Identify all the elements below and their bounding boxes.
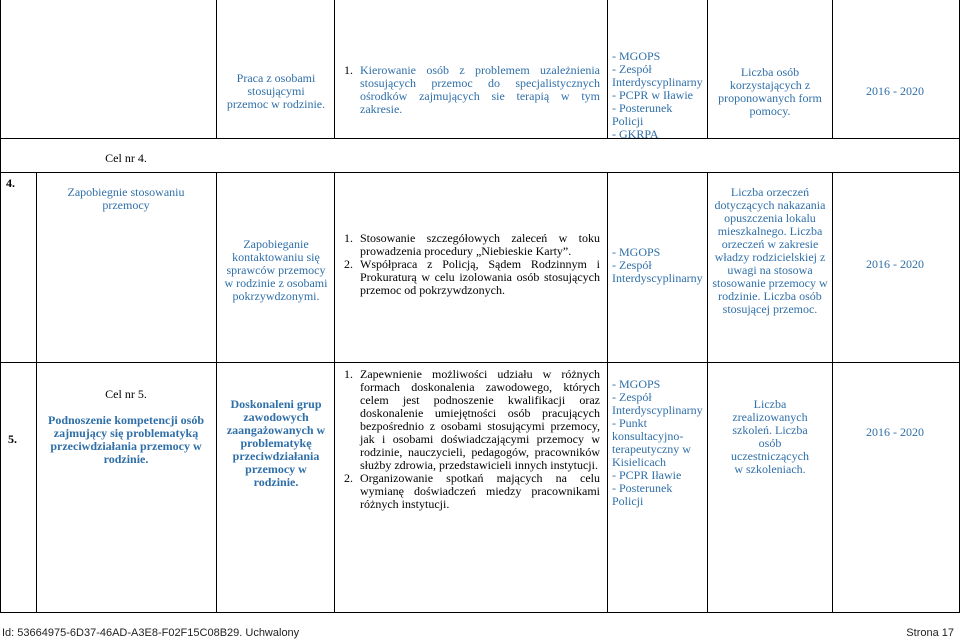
column-divider <box>832 172 833 613</box>
column-divider <box>334 0 335 139</box>
row5-realizers: - MGOPS - Zespół Interdyscyplinarny - Punkt konsultacyjno- terapeutyczny w Kisielicach - PCPR Iławie - Posterunek Policji <box>612 377 703 508</box>
row-divider <box>0 612 960 613</box>
goal-4-label: Cel nr 4. <box>105 151 147 165</box>
document-id: Id: 53664975-6D37-46AD-A3E8-F02F15C08B29. Uchwalony <box>2 627 300 639</box>
column-divider <box>707 172 708 613</box>
column-divider <box>607 0 608 139</box>
row3-action: Praca z osobami stosującymi przemoc w rodzinie. <box>226 71 326 111</box>
row4-indicators: Liczba orzeczeń dotyczących nakazania opuszczenia lokalu mieszkalnego. Liczba orzeczeń w zakresie władzy rodzicielskiej z uwagi na stosowa stosowanie przemocy w rodzinie. Liczba osób stosującej przemoc. <box>712 185 828 316</box>
row4-realizers: - MGOPS - Zespół Interdyscyplinarny <box>612 245 703 285</box>
row5-number: 5. <box>8 432 17 446</box>
row5-task-item: 1. Zapewnienie możliwości udziału w różnych formach doskonalenia zawodowego, których celem jest podnoszenie kwalifikacji oraz doskonalenie umiejętności osób pracujących bezpośrednio z osobami stosującymi przemocy, jak i osobami doświadczającymi przemocy w rodzinie, nauczycieli, pedagogów, pracowników służby zdrowia, przedstawicieli innych instytucji. <box>344 367 600 472</box>
row3-term: 2016 - 2020 <box>866 84 924 98</box>
row5-term: 2016 - 2020 <box>866 425 924 439</box>
row4-term: 2016 - 2020 <box>866 257 924 271</box>
row4-action: Zapobieganie kontaktowaniu się sprawców przemocy w rodzinie z osobami pokrzywdzonymi. <box>224 237 328 303</box>
row-divider <box>0 172 960 173</box>
row3-indicators: Liczba osób korzystających z proponowanych form pomocy. <box>718 65 822 118</box>
row5-goal: Podnoszenie kompetencji osób zajmujący się problematyką przeciwdziałania przemocy w rodzinie. <box>48 413 204 466</box>
page-number: Strona 17 <box>906 627 954 639</box>
row3-realizers: - MGOPS - Zespół Interdyscyplinarny - PCPR w Iławie - Posterunek Policji - GKRPA <box>612 49 703 141</box>
row5-indicators: Liczba zrealizowanych szkoleń. Liczba osób uczestniczących w szkoleniach. <box>731 397 809 476</box>
row4-task-item: 2. Współpraca z Policją, Sądem Rodzinnym i Prokuraturą w celu izolowania osób stosujących przemoc od pokrzywdzonych. <box>344 257 600 297</box>
row-divider <box>0 362 960 363</box>
column-divider <box>832 0 833 139</box>
row4-tasks <box>344 232 600 297</box>
column-divider <box>0 0 1 613</box>
row5-task-item: 2. Organizowanie spotkań mających na celu wymianę doświadczeń miedzy pracownikami różnych instytucji. <box>344 471 600 511</box>
column-divider <box>216 172 217 613</box>
row4-number: 4. <box>6 176 15 190</box>
row3-tasks <box>344 64 600 116</box>
column-divider <box>334 172 335 613</box>
row3-task-item: 1. Kierowanie osób z problemem uzależnienia stosujących przemoc do specjalistycznych ośrodków zajmujących sie terapią w tym zakresie. <box>344 63 600 116</box>
row-divider <box>0 138 960 139</box>
goal-5-label: Cel nr 5. <box>105 387 147 401</box>
column-divider <box>216 0 217 139</box>
row5-tasks <box>344 368 600 511</box>
column-divider <box>607 172 608 613</box>
row5-action: Doskonaleni grup zawodowych zaangażowanych w problematykę przeciwdziałania przemocy w rodzinie. <box>226 397 326 489</box>
row4-task-item: 1. Stosowanie szczegółowych zaleceń w toku prowadzenia procedury „Niebieskie Karty”. <box>344 231 600 258</box>
column-divider <box>707 0 708 139</box>
row4-goal: Zapobiegnie stosowaniu przemocy <box>67 185 185 212</box>
